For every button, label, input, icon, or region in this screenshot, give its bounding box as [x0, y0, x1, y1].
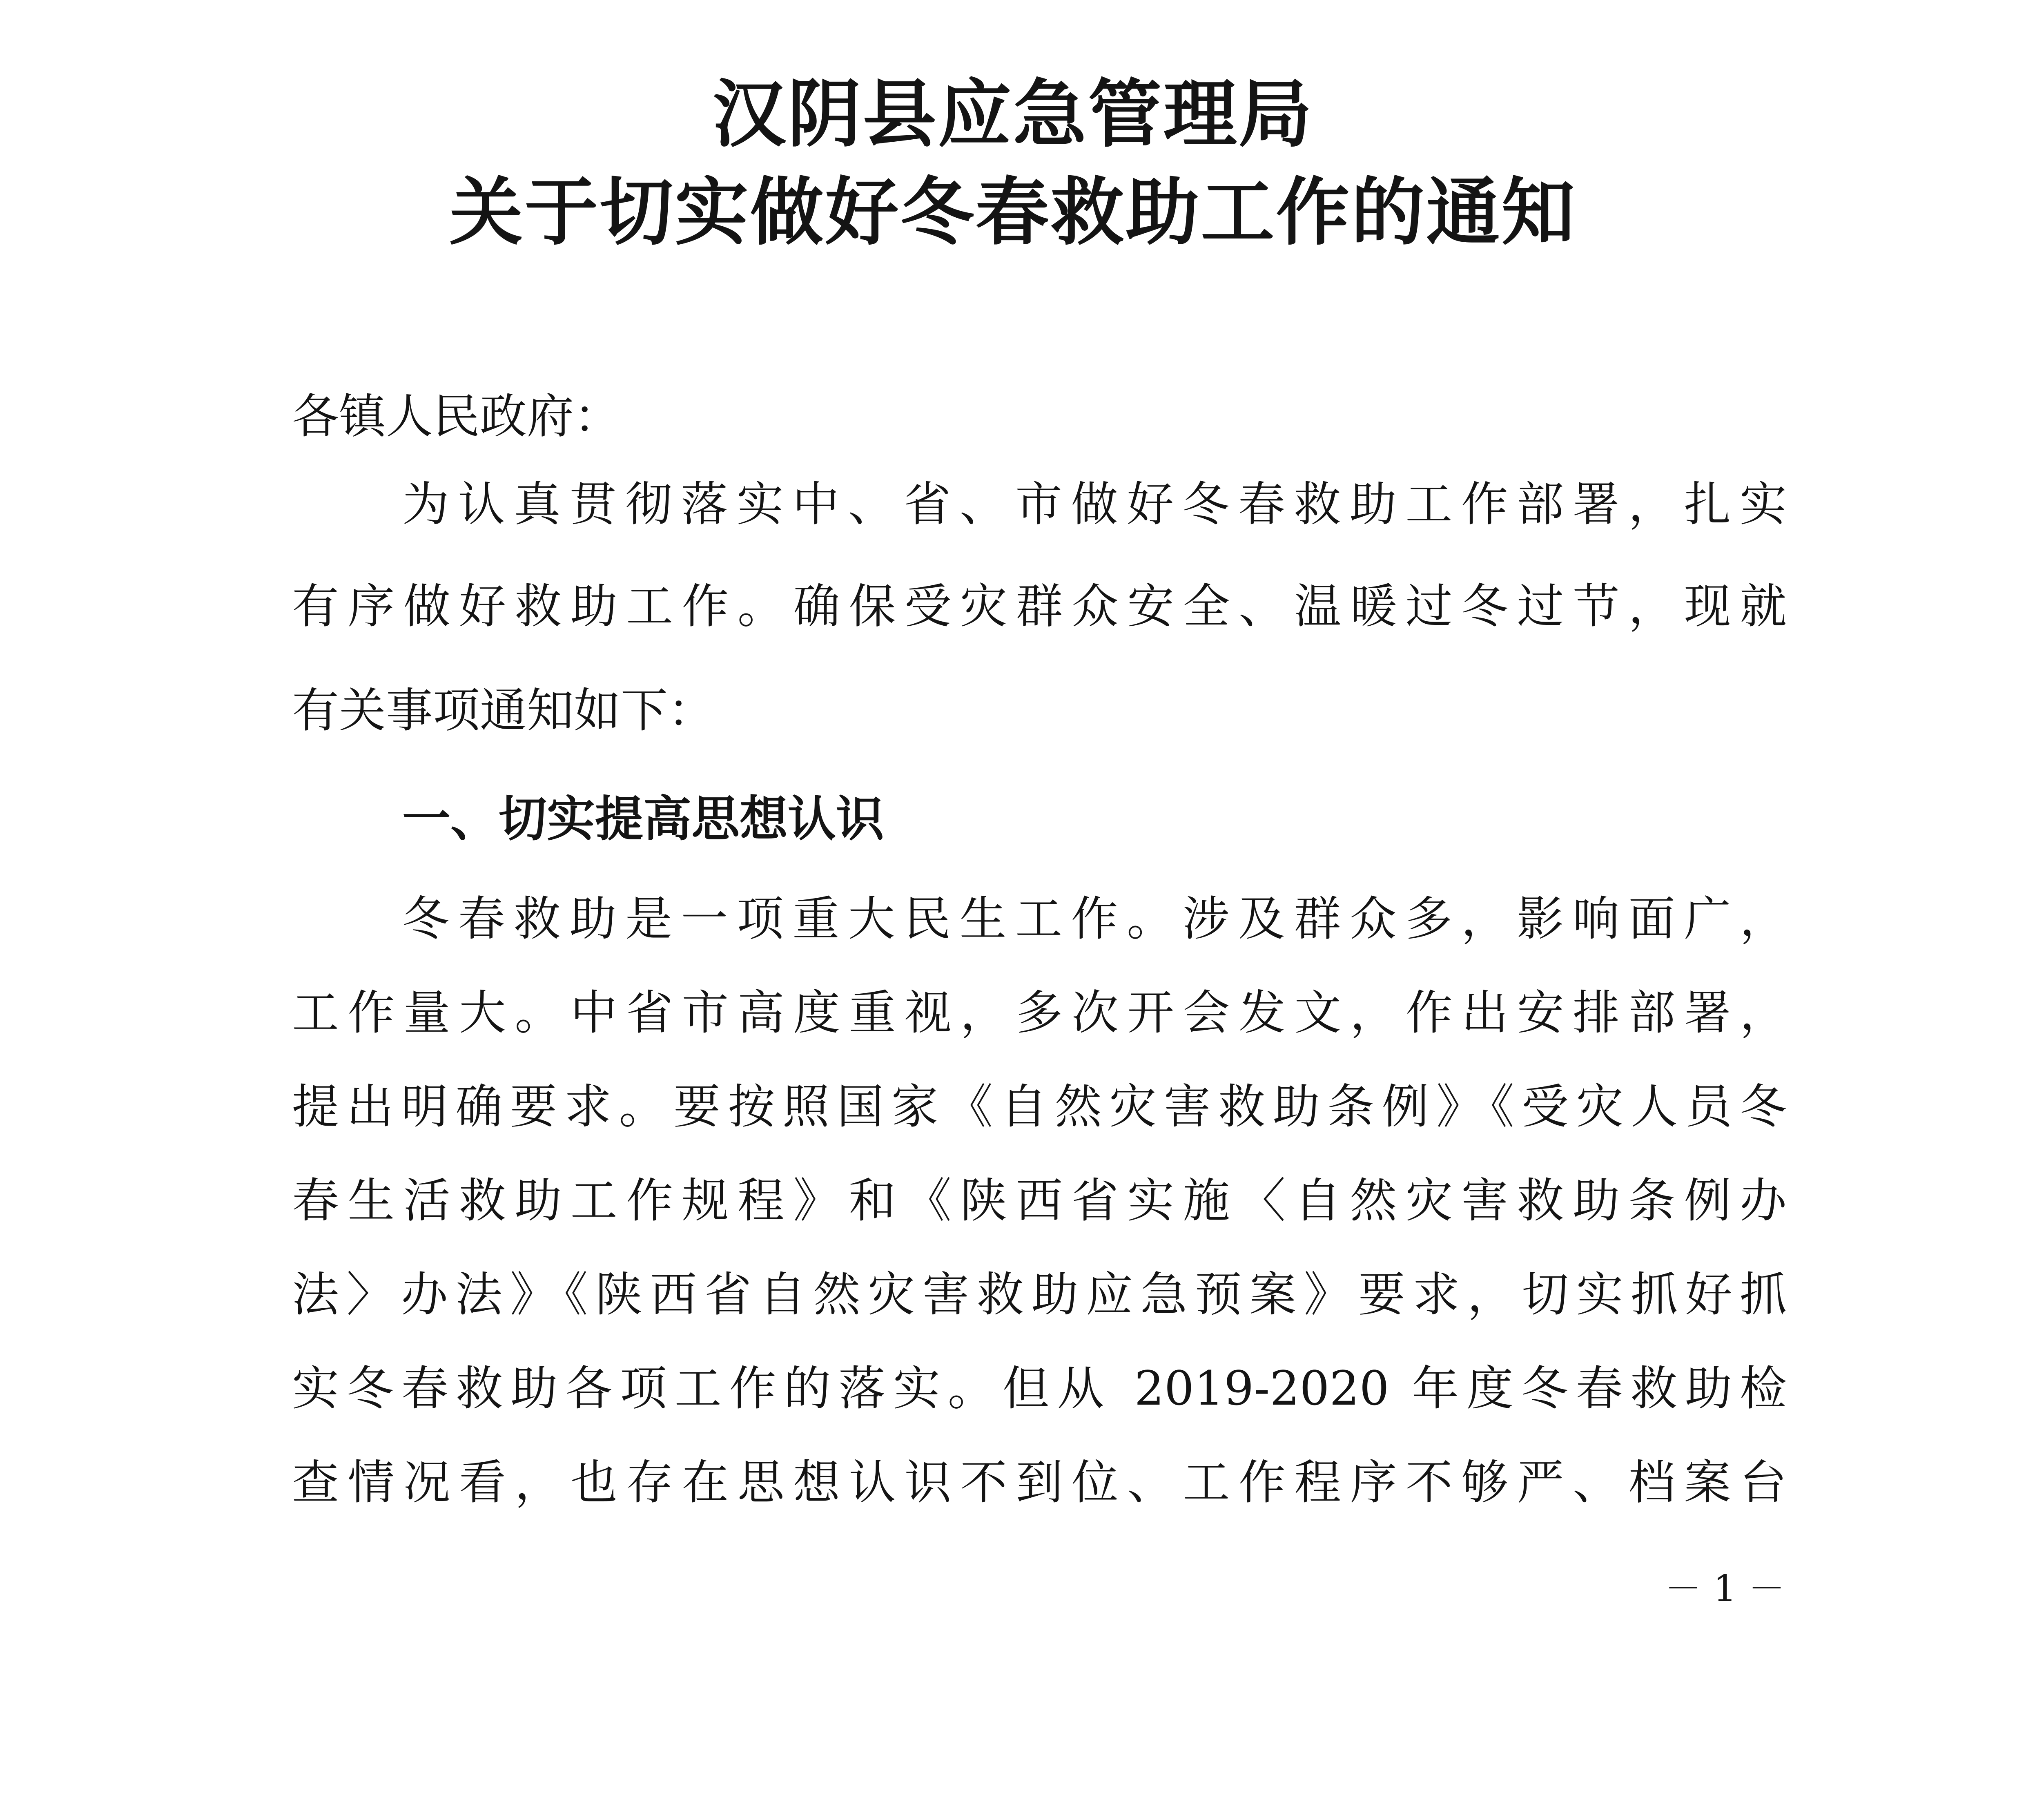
section-1-line-2: 工作量大。中省市高度重视，多次开会发文，作出安排部署， — [292, 986, 1787, 1040]
salutation: 各镇人民政府： — [292, 389, 621, 444]
page-number: － 1 － — [1665, 1567, 1785, 1610]
section-1-line-6: 实冬春救助各项工作的落实。但从 2019-2020 年度冬春救助检 — [292, 1361, 1787, 1416]
section-1-line-4: 春生活救助工作规程》和《陕西省实施〈自然灾害救助条例办 — [292, 1173, 1787, 1228]
intro-line-3: 有关事项通知如下： — [292, 683, 715, 738]
section-1-line-7: 查情况看，也存在思想认识不到位、工作程序不够严、档案台 — [292, 1455, 1787, 1510]
section-1-line-1: 冬春救助是一项重大民生工作。涉及群众多，影响面广， — [402, 892, 1787, 946]
section-1-line-5: 法〉办法》《陕西省自然灾害救助应急预案》要求，切实抓好抓 — [292, 1267, 1787, 1322]
document-title-line-2: 关于切实做好冬春救助工作的通知 — [449, 169, 1577, 255]
intro-line-2: 有序做好救助工作。确保受灾群众安全、温暖过冬过节，现就 — [292, 579, 1787, 634]
section-1-line-3: 提出明确要求。要按照国家《自然灾害救助条例》《受灾人员冬 — [292, 1080, 1787, 1134]
intro-line-1: 为认真贯彻落实中、省、市做好冬春救助工作部署，扎实 — [402, 477, 1787, 532]
document-title-line-1: 汉阴县应急管理局 — [712, 71, 1314, 157]
section-1-heading: 一、切实提高思想认识 — [402, 791, 885, 847]
